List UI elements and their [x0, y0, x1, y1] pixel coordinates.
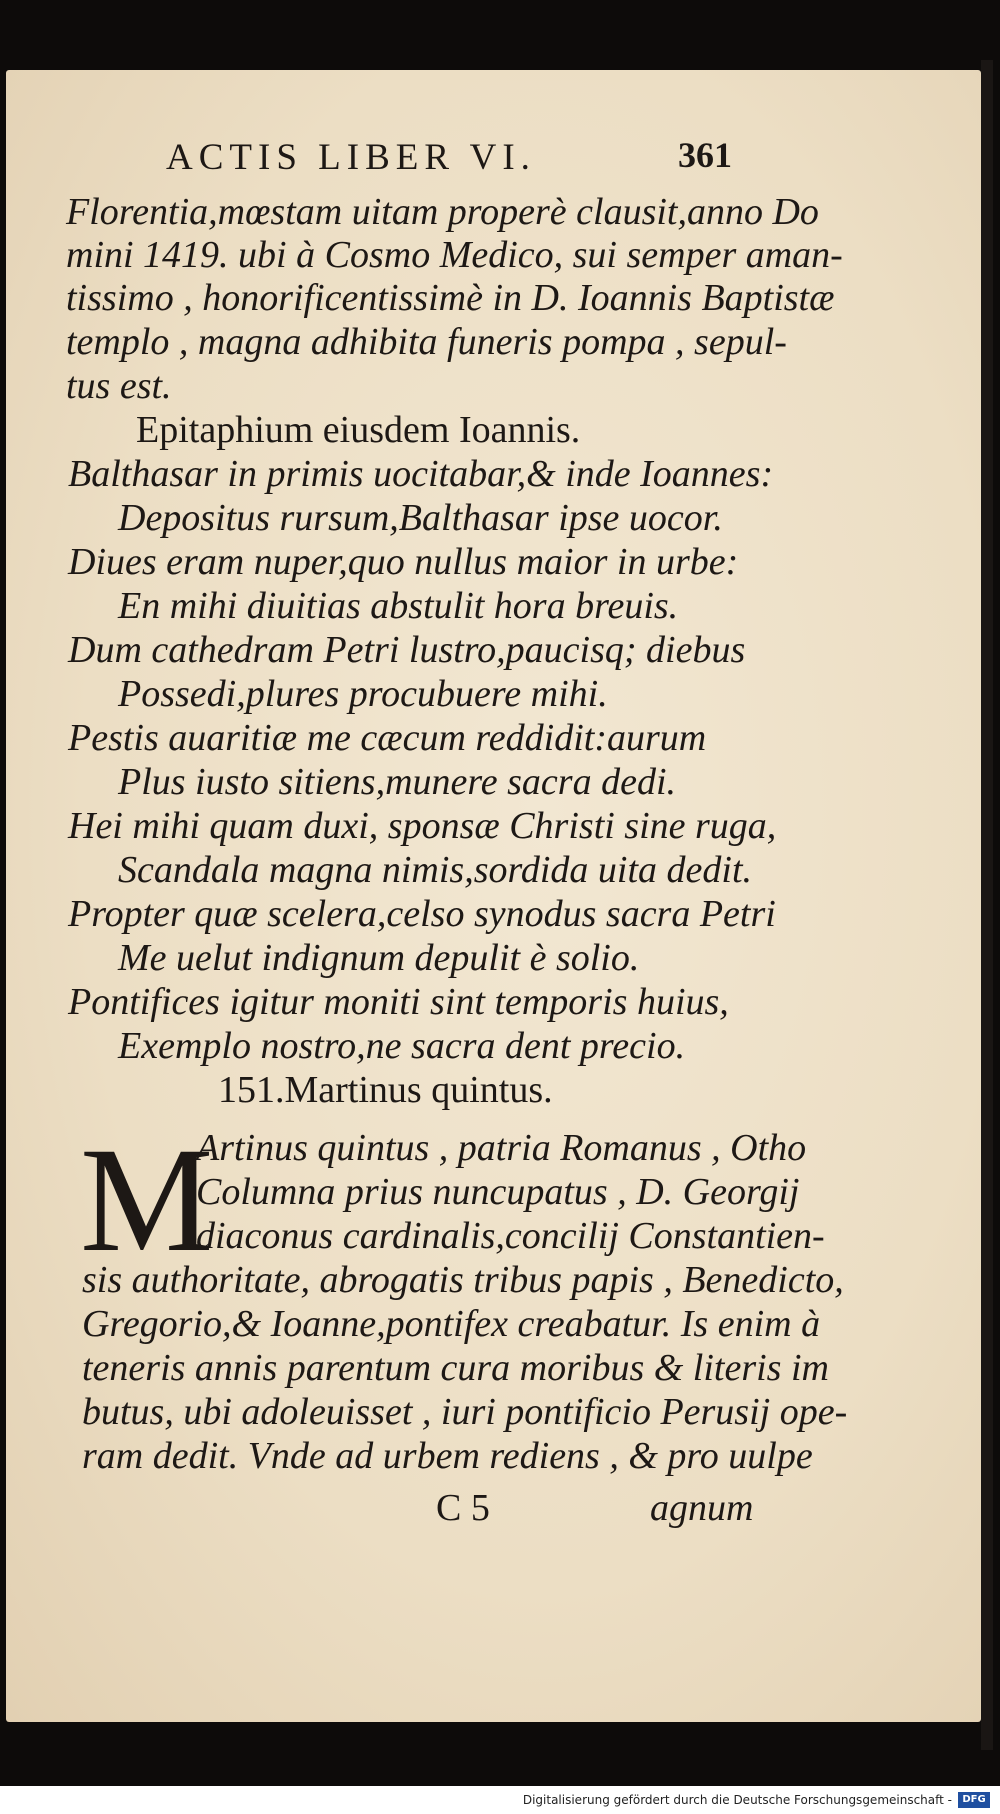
- drop-cap: M: [80, 1117, 214, 1283]
- text-line: ram dedit. Vnde ad urbem rediens , & pro uulpe: [82, 1435, 813, 1477]
- text-line: Artinus quintus , patria Romanus , Otho: [196, 1127, 807, 1169]
- page-number: 361: [678, 135, 732, 175]
- catchword: agnum: [650, 1487, 754, 1529]
- text-line: sis authoritate, abrogatis tribus papis , Benedicto,: [82, 1259, 844, 1301]
- text-line: Gregorio,& Ioanne,pontifex creabatur. Is enim à: [82, 1303, 821, 1345]
- verse-line: Me uelut indignum depulit è solio.: [118, 937, 640, 979]
- verse-line: Depositus rursum,Balthasar ipse uocor.: [118, 497, 723, 539]
- text-line: butus, ubi adoleuisset , iuri pontificio Perusij ope-: [82, 1391, 848, 1433]
- verse-line: Pontifices igitur moniti sint temporis huius,: [68, 981, 729, 1023]
- verse-line: Plus iusto sitiens,munere sacra dedi.: [118, 761, 676, 803]
- footer-credit: Digitalisierung gefördert durch die Deutsche Forschungsgemeinschaft -: [522, 1793, 952, 1807]
- verse-line: Possedi,plures procubuere mihi.: [118, 673, 608, 715]
- verse-line: Exemplo nostro,ne sacra dent precio.: [118, 1025, 686, 1067]
- page-edge-shadow: [981, 60, 993, 1750]
- dfg-logo: DFG: [958, 1792, 990, 1808]
- text-line: Columna prius nuncupatus , D. Georgij: [196, 1171, 800, 1213]
- text-line: diaconus cardinalis,concilij Constantien-: [196, 1215, 825, 1257]
- verse-line: Dum cathedram Petri lustro,paucisq; diebus: [68, 629, 746, 671]
- verse-line: Propter quæ scelera,celso synodus sacra Petri: [68, 893, 776, 935]
- signature-mark: C 5: [436, 1487, 490, 1529]
- text-line: mini 1419. ubi à Cosmo Medico, sui semper aman-: [66, 234, 843, 276]
- text-line: tissimo , honorificentissimè in D. Ioannis Baptistæ: [66, 277, 835, 319]
- text-line: tus est.: [66, 365, 172, 407]
- verse-line: Balthasar in primis uocitabar,& inde Ioannes:: [68, 453, 774, 495]
- verse-line: Scandala magna nimis,sordida uita dedit.: [118, 849, 753, 891]
- verse-line: Hei mihi quam duxi, sponsæ Christi sine ruga,: [68, 805, 777, 847]
- running-title: ACTIS LIBER VI.: [166, 137, 536, 178]
- epitaph-heading: Epitaphium eiusdem Ioannis.: [136, 409, 581, 451]
- section-heading: 151.Martinus quintus.: [218, 1069, 553, 1111]
- verse-line: En mihi diuitias abstulit hora breuis.: [118, 585, 679, 627]
- verse-line: Diues eram nuper,quo nullus maior in urbe:: [68, 541, 739, 583]
- text-line: templo , magna adhibita funeris pompa , sepul-: [66, 321, 787, 363]
- text-line: Florentia,mœstam uitam properè clausit,anno Do: [66, 191, 819, 233]
- verse-line: Pestis auaritiæ me cæcum reddidit:aurum: [68, 717, 707, 759]
- text-line: teneris annis parentum cura moribus & literis im: [82, 1347, 829, 1389]
